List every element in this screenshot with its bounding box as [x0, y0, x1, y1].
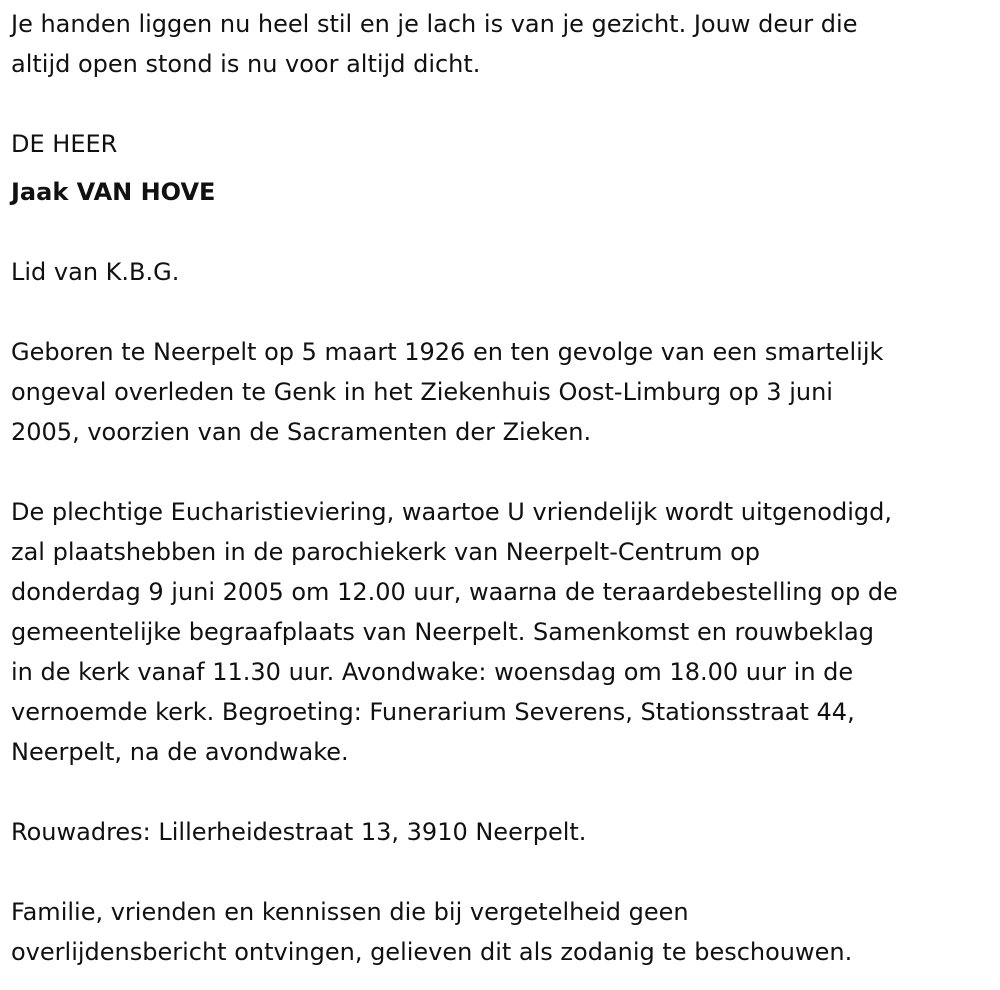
closing-notice: Familie, vrienden en kennissen die bij vergetelheid geen overlijdensbericht ontvingen, gelieven dit als zodanig te beschouwen.: [11, 898, 853, 966]
spacer: [11, 212, 996, 252]
spacer: [11, 452, 996, 492]
spacer: [11, 84, 996, 124]
honorific: DE HEER: [11, 130, 118, 158]
mourning-address: Rouwadres: Lillerheidestraat 13, 3910 Neerpelt.: [11, 818, 587, 846]
spacer: [11, 292, 996, 332]
membership-line: Lid van K.B.G.: [11, 258, 180, 286]
deceased-name: Jaak VAN HOVE: [11, 178, 216, 206]
ceremony-paragraph: De plechtige Eucharistieviering, waartoe U vriendelijk wordt uitgenodigd, zal plaatshebben in de parochiekerk van Neerpelt-Centrum op donderdag 9 juni 2005 om 12.00 uur, waarna de teraardebestelling op de gemeentelijke begraafplaats van Neerpelt. Samenkomst en rouwbeklag in de kerk vanaf 11.30 uur. Avondwake: woensdag om 18.00 uur in de vernoemde kerk. Begroeting: Funerarium Severens, Stationsstraat 44, Neerpelt, na de avondwake.: [11, 498, 898, 766]
birth-death-paragraph: Geboren te Neerpelt op 5 maart 1926 en ten gevolge van een smartelijk ongeval overleden te Genk in het Ziekenhuis Oost-Limburg op 3 juni 2005, voorzien van de Sacramenten der Zieken.: [11, 338, 884, 446]
spacer: [11, 772, 996, 812]
obituary-document: [11, 4, 996, 972]
spacer: [11, 852, 996, 892]
verse-paragraph: Je handen liggen nu heel stil en je lach is van je gezicht. Jouw deur die altijd open stond is nu voor altijd dicht.: [11, 10, 858, 78]
